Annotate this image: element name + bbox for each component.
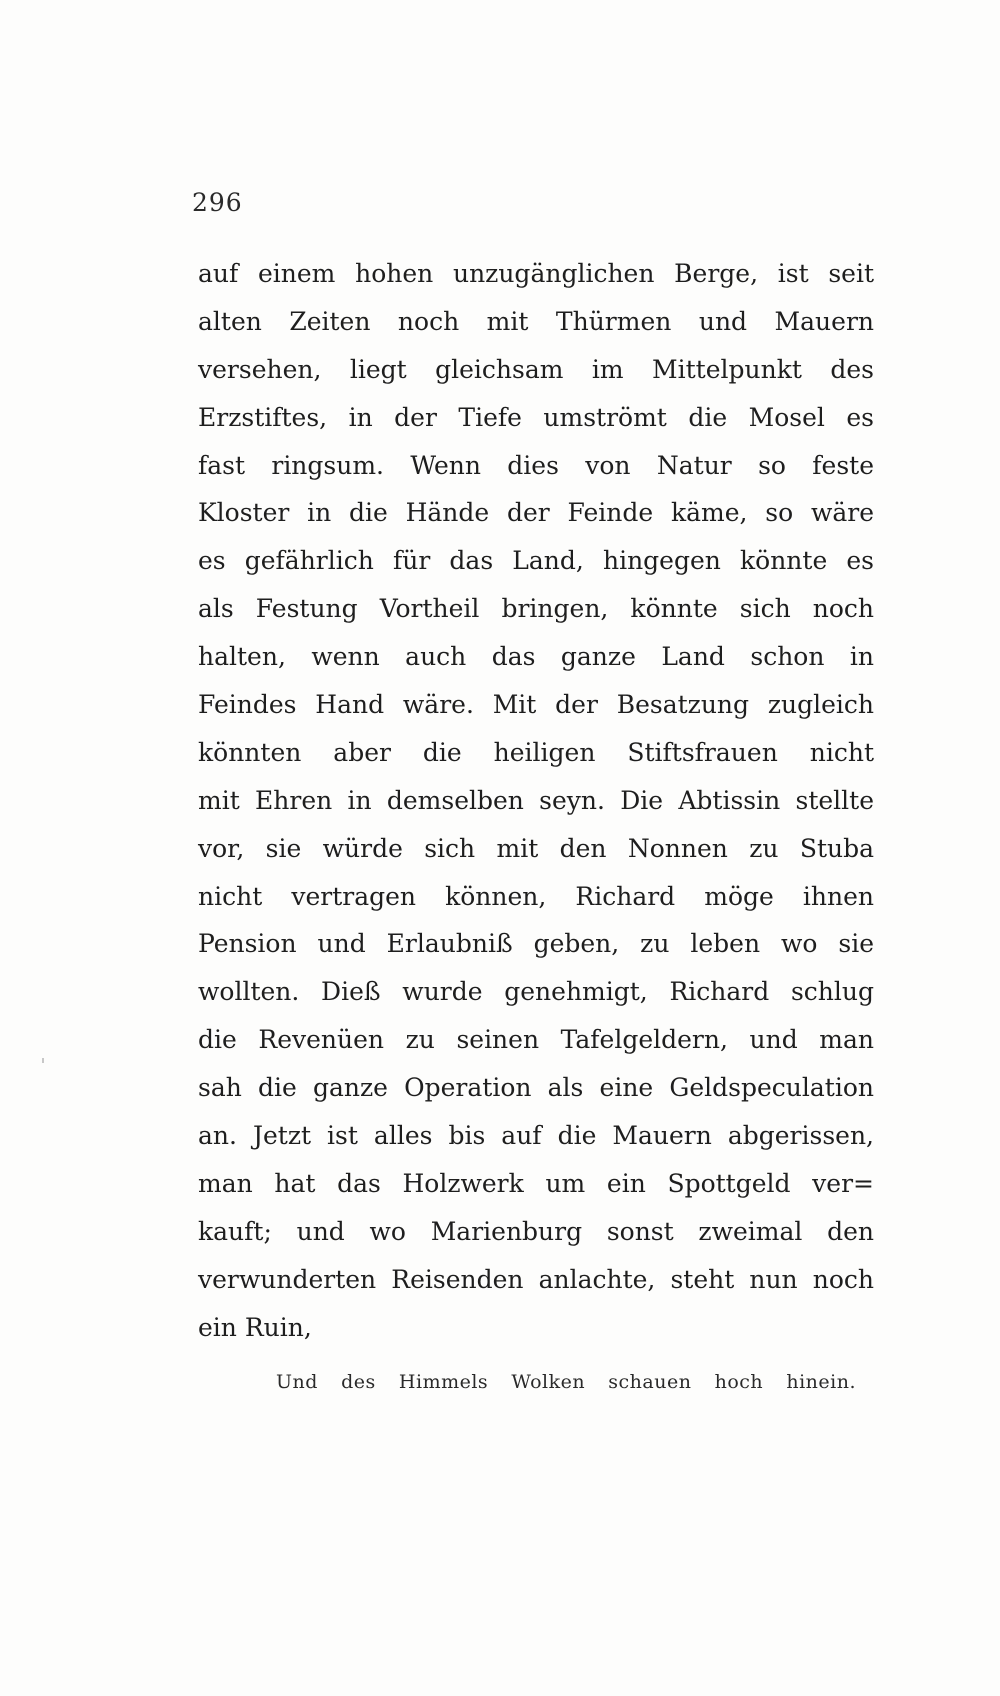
text-line: vor, sie würde sich mit den Nonnen zu Stuba xyxy=(198,833,874,863)
text-line: versehen, liegt gleichsam im Mittelpunkt des xyxy=(198,354,874,384)
text-line: sah die ganze Operation als eine Geldspeculation xyxy=(198,1073,874,1103)
text-line: die Revenüen zu seinen Tafelgeldern, und man xyxy=(198,1025,874,1055)
text-line: es gefährlich für das Land, hingegen könnte es xyxy=(198,546,874,576)
text-line-last: ein Ruin, xyxy=(198,1312,312,1342)
text-line: kauft; und wo Marienburg sonst zweimal den xyxy=(198,1216,874,1246)
text-line: wollten. Dieß wurde genehmigt, Richard schlug xyxy=(198,977,874,1007)
body-text xyxy=(198,250,874,1351)
text-line: nicht vertragen können, Richard möge ihnen xyxy=(198,881,874,911)
paper-speck xyxy=(42,1058,44,1063)
text-line: verwunderten Reisenden anlachte, steht nun noch xyxy=(198,1264,874,1294)
text-line: fast ringsum. Wenn dies von Natur so feste xyxy=(198,450,874,480)
text-line: Erzstiftes, in der Tiefe umströmt die Mosel es xyxy=(198,402,874,432)
text-line: Kloster in die Hände der Feinde käme, so wäre xyxy=(198,498,874,528)
catchword-footer: Und des Himmels Wolken schauen hoch hinein. xyxy=(276,1371,856,1393)
text-line: alten Zeiten noch mit Thürmen und Mauern xyxy=(198,306,874,336)
text-line: man hat das Holzwerk um ein Spottgeld ver= xyxy=(198,1168,874,1198)
text-line: Pension und Erlaubniß geben, zu leben wo sie xyxy=(198,929,874,959)
text-line: halten, wenn auch das ganze Land schon in xyxy=(198,642,874,672)
text-line: als Festung Vortheil bringen, könnte sich noch xyxy=(198,594,874,624)
text-line: an. Jetzt ist alles bis auf die Mauern abgerissen, xyxy=(198,1121,874,1151)
text-line: könnten aber die heiligen Stiftsfrauen nicht xyxy=(198,737,874,767)
text-line: mit Ehren in demselben seyn. Die Abtissin stellte xyxy=(198,785,874,815)
page-number: 296 xyxy=(192,188,243,217)
text-line: auf einem hohen unzugänglichen Berge, ist seit xyxy=(198,259,874,288)
text-line: Feindes Hand wäre. Mit der Besatzung zugleich xyxy=(198,690,874,720)
